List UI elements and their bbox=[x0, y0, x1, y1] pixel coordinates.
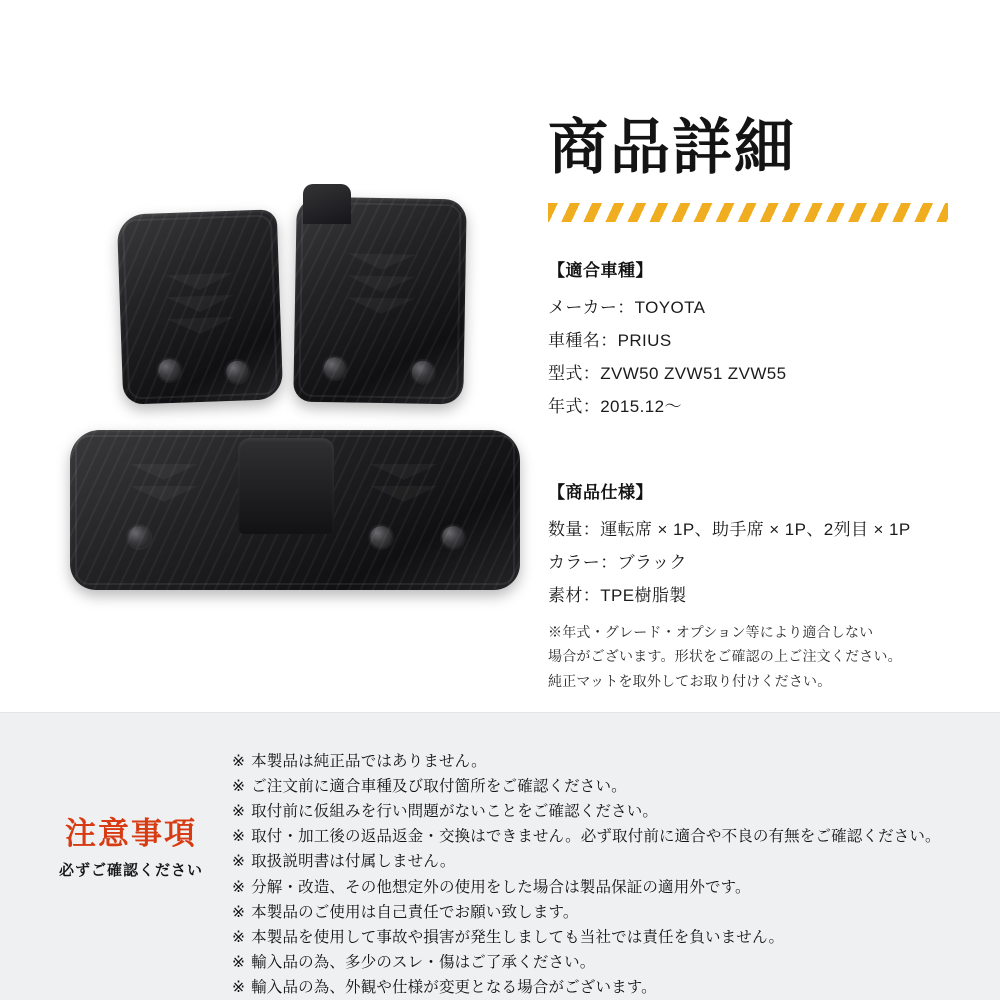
bullet-mark: ※ bbox=[232, 778, 246, 796]
fitment-line-maker: メーカー：TOYOTA bbox=[548, 298, 706, 317]
spacer bbox=[548, 424, 968, 444]
caution-list bbox=[232, 749, 972, 1000]
bullet-mark: ※ bbox=[232, 753, 246, 770]
mat-heel-pad bbox=[303, 184, 351, 224]
mat-tread-chevron bbox=[166, 295, 235, 313]
mat-grommet bbox=[442, 526, 464, 548]
bullet-mark: ※ bbox=[232, 953, 246, 971]
fitment-heading: 【適合車種】 bbox=[548, 261, 653, 280]
mat-grommet bbox=[158, 359, 181, 382]
list-item-text: 輸入品の為、多少のスレ・傷はご了承ください。 bbox=[251, 953, 596, 971]
list-item-text: 分解・改造、その他想定外の使用をした場合は製品保証の適用外です。 bbox=[251, 878, 751, 896]
product-image bbox=[60, 190, 530, 610]
list-item-text: 取扱説明書は付属しません。 bbox=[251, 853, 456, 871]
mat-tread-chevron bbox=[130, 486, 198, 502]
mat-tread-chevron bbox=[165, 273, 234, 291]
fitment-line-year: 年式：2015.12〜 bbox=[548, 397, 682, 417]
list-item-text: 取付前に仮組みを行い問題がないことをご確認ください。 bbox=[251, 803, 659, 821]
spec-line-quantity: 数量：運転席 × 1P、助手席 × 1P、2列目 × 1P bbox=[548, 519, 911, 539]
mat-grommet bbox=[226, 360, 249, 383]
list-item bbox=[232, 950, 972, 975]
list-item bbox=[232, 925, 972, 950]
bullet-mark: ※ bbox=[232, 803, 246, 821]
mat-tread-chevron bbox=[348, 253, 416, 270]
fitment-block bbox=[548, 256, 968, 424]
list-item bbox=[232, 799, 972, 824]
list-item bbox=[232, 900, 972, 925]
spec-note-3: 純正マットを取外してお取り付けください。 bbox=[548, 672, 832, 689]
spec-block bbox=[548, 478, 968, 694]
page-title: 商品詳細 bbox=[548, 113, 796, 183]
spec-line-color: カラー：ブラック bbox=[548, 552, 687, 572]
list-item-text: 本製品は純正品ではありません。 bbox=[251, 753, 487, 770]
caution-section bbox=[0, 712, 1000, 1000]
accent-stripe bbox=[548, 202, 948, 222]
bullet-mark: ※ bbox=[232, 978, 246, 996]
mat-rim bbox=[298, 202, 461, 400]
spec-heading: 【商品仕様】 bbox=[548, 482, 653, 502]
fitment-line-model: 車種名：PRIUS bbox=[548, 331, 672, 351]
list-item bbox=[232, 849, 972, 874]
mat-tread-chevron bbox=[166, 317, 235, 335]
list-item-text: 本製品を使用して事故や損害が発生しましても当社では責任を負いません。 bbox=[251, 928, 785, 946]
floor-mat-driver bbox=[117, 209, 284, 404]
mat-grommet bbox=[412, 361, 434, 383]
caution-label bbox=[36, 817, 226, 880]
list-item-text: ご注文前に適合車種及び取付箇所をご確認ください。 bbox=[251, 778, 627, 796]
list-item bbox=[232, 875, 972, 900]
mat-tread-chevron bbox=[370, 464, 438, 480]
list-item bbox=[232, 824, 972, 849]
caution-title: 注意事項 bbox=[65, 816, 197, 852]
caution-subtitle: 必ずご確認ください bbox=[58, 862, 203, 880]
spec-note-2: 場合がございます。形状をご確認の上ご注文ください。 bbox=[548, 648, 902, 665]
list-item bbox=[232, 774, 972, 799]
mat-grommet bbox=[128, 526, 150, 548]
mat-tread-chevron bbox=[370, 486, 438, 502]
mat-rim bbox=[122, 214, 278, 399]
list-item bbox=[232, 749, 972, 774]
list-item-text: 本製品のご使用は自己責任でお願い致します。 bbox=[251, 903, 579, 921]
bullet-mark: ※ bbox=[232, 928, 246, 946]
bullet-mark: ※ bbox=[232, 828, 246, 846]
mat-tread-chevron bbox=[347, 297, 415, 314]
list-item-text: 輸入品の為、外観や仕様が変更となる場合がございます。 bbox=[251, 978, 657, 996]
floor-mat-passenger bbox=[293, 197, 467, 405]
mat-grommet bbox=[324, 357, 346, 379]
spec-line-material: 素材：TPE樹脂製 bbox=[548, 585, 687, 605]
mat-tread-chevron bbox=[347, 275, 415, 292]
bullet-mark: ※ bbox=[232, 853, 246, 871]
list-item-text: 取付・加工後の返品返金・交換はできません。必ず取付前に適合や不良の有無をご確認ください。 bbox=[251, 828, 941, 846]
mat-center-tunnel bbox=[238, 438, 334, 534]
list-item bbox=[232, 975, 972, 1000]
detail-panel bbox=[548, 113, 968, 693]
mat-grommet bbox=[370, 526, 392, 548]
fitment-line-type: 型式：ZVW50 ZVW51 ZVW55 bbox=[548, 364, 787, 384]
spec-note-1: ※年式・グレード・オプション等により適合しない bbox=[548, 623, 874, 640]
mat-tread-chevron bbox=[130, 464, 198, 480]
bullet-mark: ※ bbox=[232, 903, 246, 921]
bullet-mark: ※ bbox=[232, 878, 246, 896]
